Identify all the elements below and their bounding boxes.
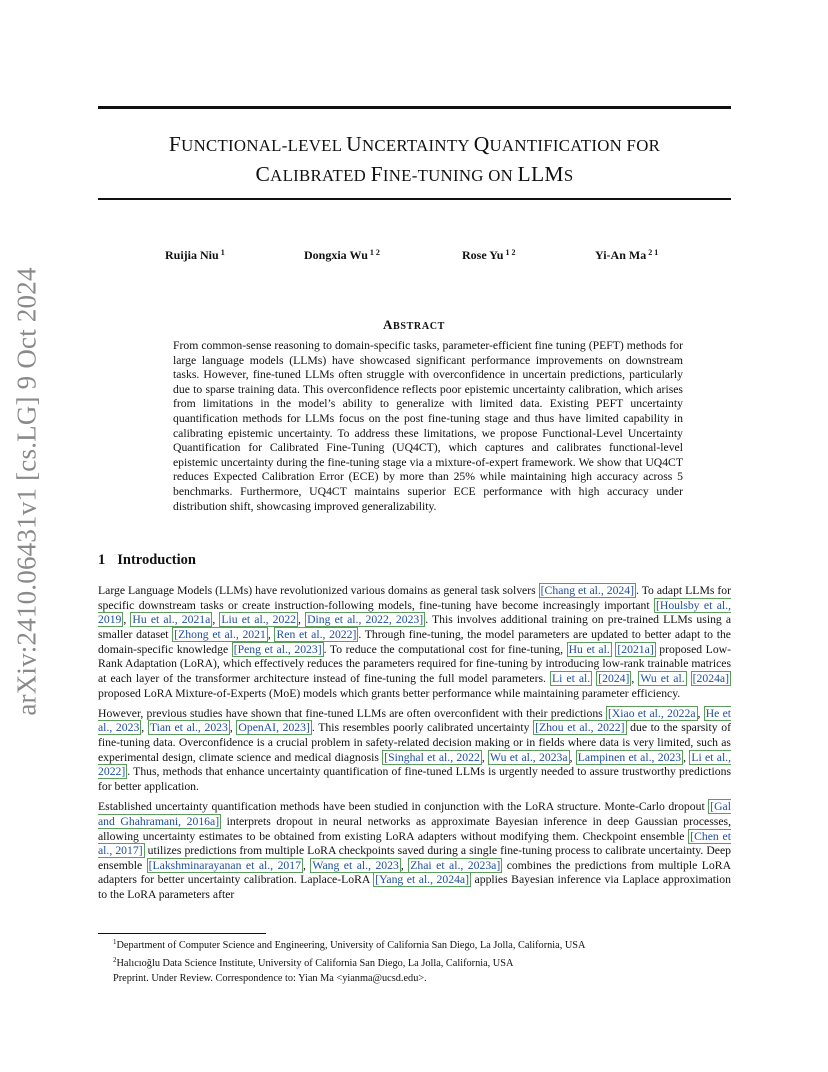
author-affiliation: 1 xyxy=(220,248,225,257)
author-name: Dongxia Wu xyxy=(304,248,368,262)
section-heading-introduction xyxy=(98,552,196,569)
abstract-heading: ABSTRACT xyxy=(383,317,445,332)
section-number: 1 xyxy=(98,552,106,568)
citation-link[interactable]: [Peng et al., 2023] xyxy=(233,642,322,656)
footnote-1 xyxy=(113,935,733,953)
arxiv-identifier-stamp xyxy=(6,266,48,716)
citation-link[interactable]: [Gal and Ghahramani, 2016a] xyxy=(98,800,731,828)
paragraph: Established uncertainty quantification methods have been studied in conjunction with the LoRA structure. Monte-Carlo dropout [Gal and Ghahramani, 2016a] interprets dropout in neural networks as approximate Bayesian inference in deep Gaussian processes, allowing uncertainty estimates to be obtained from existing LoRA adapters without modifying them. Checkpoint ensemble [Chen et al., 2017] utilizes predictions from multiple LoRA checkpoints saved during a single fine-tuning process to calibrate uncertainty. Deep ensemble [Lakshminarayanan et al., 2017 , Wang et al., 2023 , Zhai et al., 2023a] combines the predictions from multiple LoRA adapters for better uncertainty calibration. Laplace-LoRA [Yang et al., 2024a] applies Bayesian inference via Laplace approximation to the LoRA parameters after xyxy=(98,800,732,902)
citation-link[interactable]: He et al., 2023 xyxy=(98,706,731,735)
citation-link[interactable]: Ren et al., 2022] xyxy=(276,627,357,641)
author-2 xyxy=(304,248,380,263)
author-affiliation: 2 1 xyxy=(648,248,659,257)
citation-link[interactable]: Hu et al. xyxy=(568,642,610,656)
footnote-2 xyxy=(113,953,733,971)
citation-link[interactable]: Zhai et al., 2023a] xyxy=(410,858,501,872)
citation-link[interactable]: Tian et al., 2023 xyxy=(149,721,228,735)
citation-link[interactable]: Wang et al., 2023 xyxy=(312,858,399,872)
citation-link[interactable]: [Zhong et al., 2021 xyxy=(174,627,266,641)
citation-link[interactable]: Wu et al., 2023a xyxy=(490,750,568,764)
footnote-text: Halıcıoğlu Data Science Institute, University of California San Diego, La Jolla, California, USA xyxy=(116,958,514,970)
citation-link[interactable]: [2024] xyxy=(598,671,630,685)
citation-link[interactable]: [Houlsby et al., 2019 xyxy=(98,598,731,627)
title-bottom-rule xyxy=(98,198,731,200)
citation-link[interactable]: [Xiao et al., 2022a xyxy=(607,706,696,720)
citation-link[interactable]: [2021a] xyxy=(617,642,654,656)
citation-link[interactable]: [Lakshminarayanan et al., 2017 xyxy=(148,858,301,872)
author-3 xyxy=(462,248,515,263)
footnote-mark: 1 xyxy=(113,938,117,946)
citation-link[interactable]: Li et al., 2022] xyxy=(98,750,732,779)
author-affiliation: 1 2 xyxy=(369,248,380,257)
footnote-mark: 2 xyxy=(113,956,117,965)
author-list xyxy=(0,248,828,268)
footnotes xyxy=(113,935,733,987)
citation-link[interactable]: [Chen et al., 2017] xyxy=(98,829,731,858)
author-4 xyxy=(595,248,658,263)
paper-title xyxy=(98,130,731,190)
citation-link[interactable]: Lampinen et al., 2023 xyxy=(577,750,682,764)
author-name: Rose Yu xyxy=(462,248,504,262)
citation-link[interactable]: Li et al. xyxy=(551,671,591,685)
citation-link[interactable]: [Zhou et al., 2022] xyxy=(535,721,625,735)
citation-link[interactable]: [2024a] xyxy=(692,671,730,685)
citation-link[interactable]: Hu et al., 2021a xyxy=(132,613,211,627)
footnote-3 xyxy=(113,971,733,986)
abstract-text: From common-sense reasoning to domain-specific tasks, parameter-efficient fine tuning (PEFT) methods for large language models (LLMs) have showcased significant performance improvements on downstream tasks. However, fine-tuned LLMs often struggle with overconfidence in uncertain predictions, particularly due to sparse training data. This overconfidence reflects poor epistemic uncertainty calibration, which arises from limitations in the model’s ability to generalize with limited data. Existing PEFT uncertainty quantification methods for LLMs focus on the post fine-tuning stage and thus have limited capability in calibrating epistemic uncertainty. To address these limitations, we propose Functional-Level Uncertainty Quantification for Calibrated Fine-Tuning (UQ4CT), which captures and calibrates functional-level epistemic uncertainty during the fine-tuning stage via a mixture-of-expert framework. We show that UQ4CT reduces Expected Calibration Error (ECE) by more than 25% while maintaining high accuracy across 5 benchmarks. Furthermore, UQ4CT maintains superior ECE performance with high accuracy under distribution shift, showcasing improved generalizability. xyxy=(173,339,683,513)
paper-title-line-1: FUNCTIONAL-LEVEL UNCERTAINTY QUANTIFICATION FOR xyxy=(168,132,661,156)
author-name: Yi-An Ma xyxy=(595,248,647,262)
citation-link[interactable]: [Chang et al., 2024] xyxy=(540,584,635,597)
citation-link[interactable]: [Singhal et al., 2022 xyxy=(384,750,480,764)
author-affiliation: 1 2 xyxy=(505,248,516,257)
footnote-text: Preprint. Under Review. Correspondence to: Yian Ma <yianma@ucsd.edu>. xyxy=(113,973,427,985)
author-1 xyxy=(165,248,225,263)
paragraph: However, previous studies have shown that fine-tuned LLMs are often overconfident with their predictions [Xiao et al., 2022a , He et al., 2023 , Tian et al., 2023 , OpenAI, 2023] . This resembles poorly calibrated uncertainty [Zhou et al., 2022] due to the sparsity of fine-tuning data. Overconfidence is a crucial problem in safety-related decision making or in fields where data is very limited, such as experimental design, climate science and medical diagnosis [Singhal et al., 2022 , Wu et al., 2023a , Lampinen et al., 2023 , Li et al., 2022] . Thus, methods that enhance uncertainty quantification of fine-tuned LLMs is urgently needed to assure trustworthy predictions for better application. xyxy=(98,706,732,794)
footnote-text: Department of Computer Science and Engineering, University of California San Diego, La Jolla, California, USA xyxy=(116,940,586,951)
citation-link[interactable]: Liu et al., 2022 xyxy=(221,613,297,627)
citation-link[interactable]: Ding et al., 2022, 2023] xyxy=(307,613,424,627)
title-top-rule xyxy=(98,106,731,109)
introduction-body xyxy=(98,584,731,908)
citation-link[interactable]: OpenAI, 2023] xyxy=(238,721,310,735)
citation-link[interactable]: [Yang et al., 2024a] xyxy=(375,873,470,887)
section-title: Introduction xyxy=(117,552,196,568)
citation-link[interactable]: Wu et al. xyxy=(640,671,685,685)
paper-title-line-2: CALIBRATED FINE-TUNING ON LLMS xyxy=(255,162,574,186)
paragraph: Large Language Models (LLMs) have revolutionized various domains as general task solvers [Chang et al., 2024] . To adapt LLMs for specific downstream tasks or create instruction-following models, fine-tuning have become increasingly important [Houlsby et al., 2019 , Hu et al., 2021a , Liu et al., 2022 , Ding et al., 2022, 2023] . This involves additional training on pre-trained LLMs using a smaller dataset [Zhong et al., 2021 , Ren et al., 2022] . Through fine-tuning, the model parameters are updated to better adapt to the domain-specific knowledge [Peng et al., 2023] . To reduce the computational cost for fine-tuning, Hu et al. [2021a] proposed Low-Rank Adaptation (LoRA), which effectively reduces the parameters required for fine-tuning by introducing low-rank trainable matrices at each layer of the transformer architecture instead of fine-tuning the full model parameters. Li et al. [2024] , Wu et al. [2024a] proposed LoRA Mixture-of-Experts (MoE) models which grants better performance while maintaining parameter efficiency. xyxy=(98,584,732,700)
author-name: Ruijia Niu xyxy=(165,248,219,262)
footnote-rule xyxy=(98,933,266,934)
arxiv-identifier-text: arXiv:2410.06431v1 [cs.LG] 9 Oct 2024 xyxy=(11,266,42,716)
